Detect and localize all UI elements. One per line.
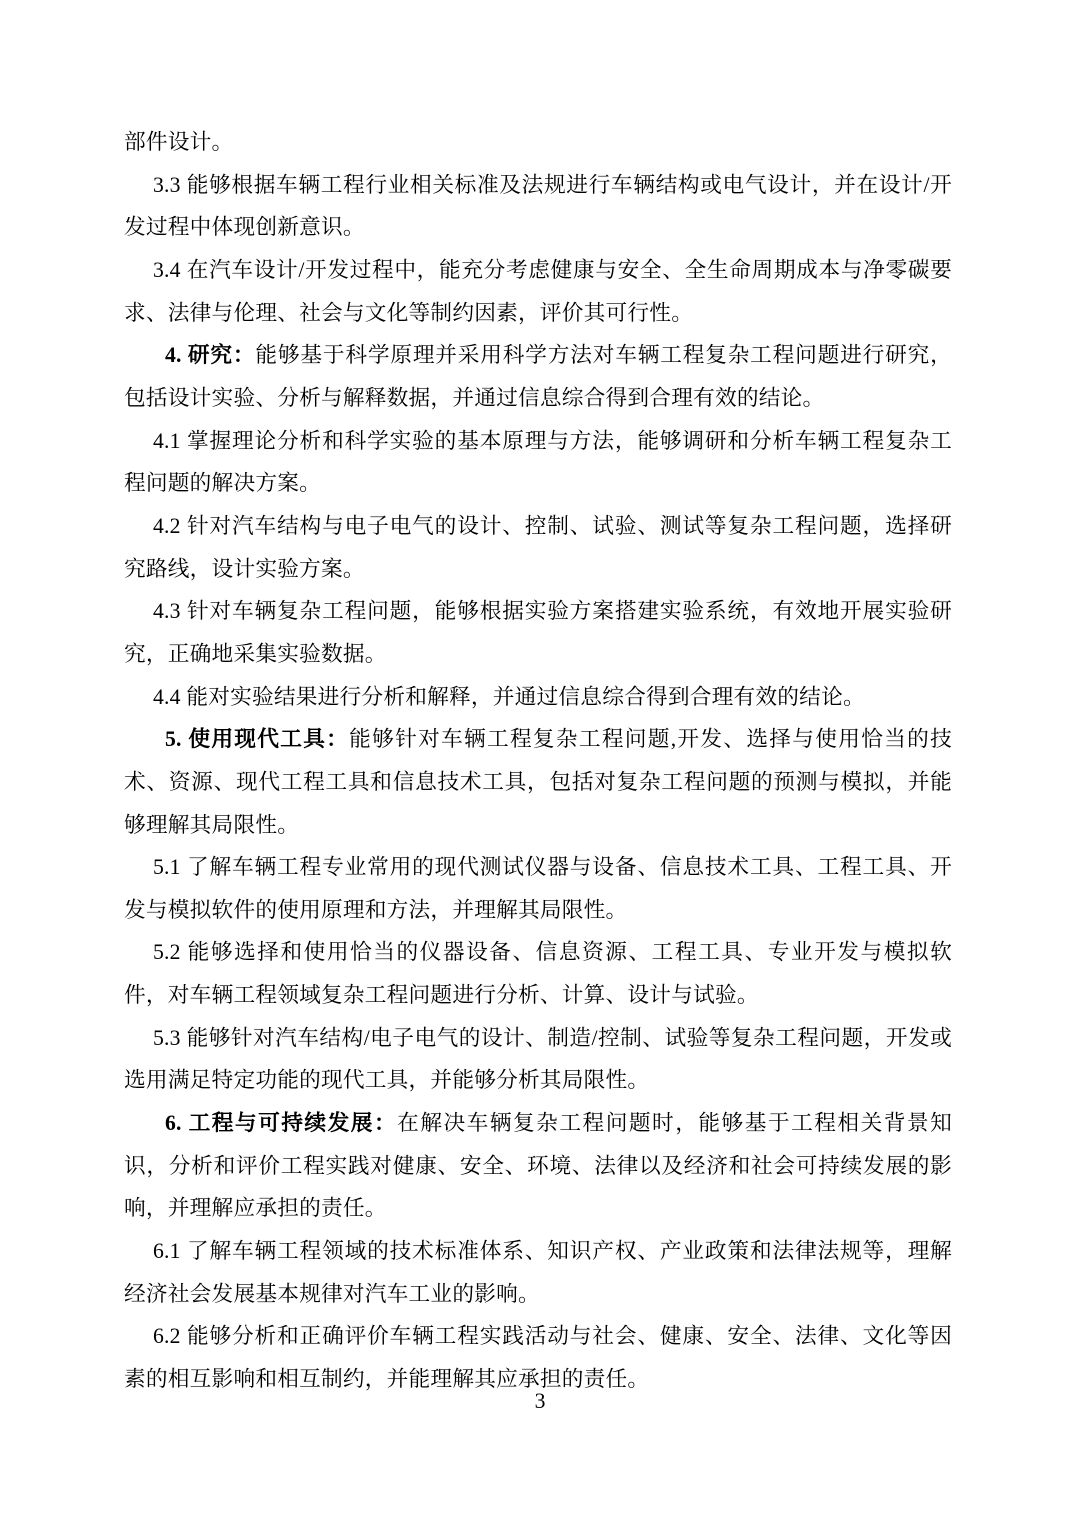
paragraph [124, 420, 952, 505]
paragraph-text: 在解决车辆复杂工程问题时，能够基于工程相关背景知识，分析和评价工程实践对健康、安全、环境、法律以及经济和社会可持续发展的影响，并理解应承担的责任。 [124, 1111, 952, 1221]
paragraph-bold-prefix: 6. 工程与可持续发展： [165, 1111, 398, 1136]
paragraph-text: 6.1 了解车辆工程领域的技术标准体系、知识产权、产业政策和法律法规等，理解经济社会发展基本规律对汽车工业的影响。 [124, 1239, 952, 1306]
paragraph-text: 部件设计。 [124, 130, 234, 154]
paragraph-text: 6.2 能够分析和正确评价车辆工程实践活动与社会、健康、安全、法律、文化等因素的相互影响和相互制约，并能理解其应承担的责任。 [124, 1324, 952, 1392]
paragraph-text: 4.2 针对汽车结构与电子电气的设计、控制、试验、测试等复杂工程问题，选择研究路线，设计实验方案。 [124, 513, 952, 581]
page-footer [0, 1389, 1080, 1413]
paragraph-bold-prefix: 5. 使用现代工具： [165, 727, 350, 752]
paragraph-section-modern-tools [124, 718, 952, 846]
paragraph-text: 4.1 掌握理论分析和科学实验的基本原理与方法，能够调研和分析车辆工程复杂工程问题的解决方案。 [124, 428, 952, 496]
paragraph-text: 4.4 能对实验结果进行分析和解释，并通过信息综合得到合理有效的结论。 [153, 684, 865, 709]
paragraph [124, 505, 952, 590]
page-number: 3 [534, 1389, 546, 1413]
paragraph-bold-prefix: 4. 研究： [165, 343, 256, 368]
paragraph [124, 1315, 952, 1400]
paragraph [124, 846, 952, 931]
paragraph [124, 121, 952, 164]
paragraph-text: 能够针对车辆工程复杂工程问题,开发、选择与使用恰当的技术、资源、现代工程工具和信息技术工具，包括对复杂工程问题的预测与模拟，并能够理解其局限性。 [124, 727, 952, 837]
paragraph-section-research [124, 334, 952, 419]
paragraph [124, 1017, 952, 1102]
paragraph-text: 3.4 在汽车设计/开发过程中，能充分考虑健康与安全、全生命周期成本与净零碳要求、法律与伦理、社会与文化等制约因素，评价其可行性。 [124, 257, 952, 325]
paragraph [124, 164, 952, 249]
paragraph-text: 5.1 了解车辆工程专业常用的现代测试仪器与设备、信息技术工具、工程工具、开发与模拟软件的使用原理和方法，并理解其局限性。 [124, 855, 952, 922]
paragraph [124, 676, 952, 719]
paragraph-text: 5.2 能够选择和使用恰当的仪器设备、信息资源、工程工具、专业开发与模拟软件，对车辆工程领域复杂工程问题进行分析、计算、设计与试验。 [124, 940, 952, 1008]
paragraph-text: 能够基于科学原理并采用科学方法对车辆工程复杂工程问题进行研究，包括设计实验、分析与解释数据，并通过信息综合得到合理有效的结论。 [124, 343, 953, 410]
paragraph [124, 249, 952, 334]
paragraph [124, 590, 952, 675]
paragraph-text: 3.3 能够根据车辆工程行业相关标准及法规进行车辆结构或电气设计，并在设计/开发过程中体现创新意识。 [124, 172, 952, 240]
paragraph-section-sustainability [124, 1102, 952, 1230]
paragraph-text: 5.3 能够针对汽车结构/电子电气的设计、制造/控制、试验等复杂工程问题，开发或选用满足特定功能的现代工具，并能够分析其局限性。 [124, 1025, 952, 1093]
paragraph [124, 1230, 952, 1315]
paragraph-text: 4.3 针对车辆复杂工程问题，能够根据实验方案搭建实验系统，有效地开展实验研究，正确地采集实验数据。 [124, 599, 952, 666]
paragraph [124, 931, 952, 1016]
document-body [124, 121, 952, 1401]
